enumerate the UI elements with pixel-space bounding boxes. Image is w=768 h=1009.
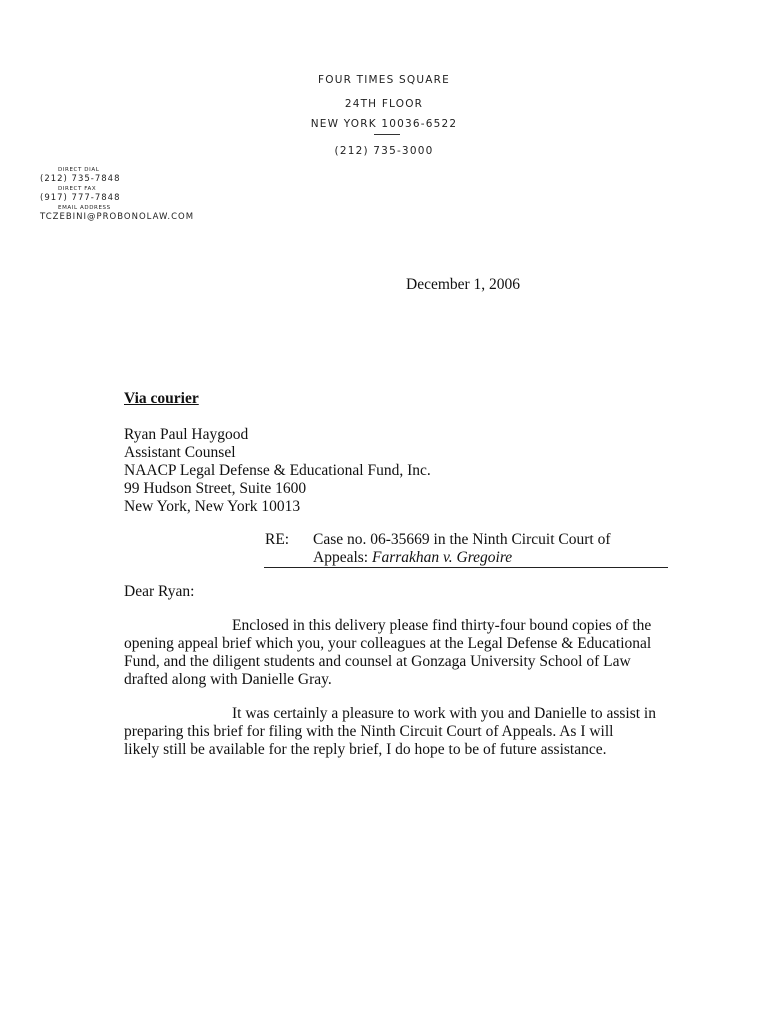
recipient-organization: NAACP Legal Defense & Educational Fund, Inc. [124,462,431,479]
paragraph-2-line: It was certainly a pleasure to work with you and Danielle to assist in [232,705,656,722]
paragraph-2-line: likely still be available for the reply brief, I do hope to be of future assistance. [124,741,607,758]
paragraph-1-line: Enclosed in this delivery please find thirty-four bound copies of the [232,617,652,634]
re-line1: Case no. 06-35669 in the Ninth Circuit Court of [313,531,611,548]
sender-contact-block [40,166,194,223]
delivery-method: Via courier [124,390,199,407]
paragraph-1-line: opening appeal brief which you, your colleagues at the Legal Defense & Educational [124,635,652,652]
letterhead-divider [374,134,400,135]
letter-date: December 1, 2006 [406,276,521,293]
re-underline [264,567,668,568]
direct-fax-number: (917) 777-7848 [40,193,121,203]
re-label: RE: [265,531,290,548]
re-line2 [313,549,512,567]
letterhead-phone: (212) 735-3000 [334,145,434,157]
direct-dial-number: (212) 735-7848 [40,174,121,184]
email-address: TCZEBINI@PROBONOLAW.COM [40,212,195,222]
re-line2-prefix: Appeals: [313,549,372,566]
recipient-title: Assistant Counsel [124,444,236,461]
email-label: EMAIL ADDRESS [58,205,111,211]
paragraph-2-line: preparing this brief for filing with the Ninth Circuit Court of Appeals. As I will [124,723,614,740]
body-paragraph-2 [124,705,664,759]
body-paragraph-1 [124,617,664,689]
re-case-name: Farrakhan v. Gregoire [371,549,513,566]
recipient-street: 99 Hudson Street, Suite 1600 [124,480,307,497]
paragraph-1-line: Fund, and the diligent students and counsel at Gonzaga University School of Law [124,653,631,670]
recipient-city: New York, New York 10013 [124,498,301,515]
salutation: Dear Ryan: [124,583,195,600]
letterhead-address-line1: FOUR TIMES SQUARE [318,74,450,86]
direct-fax-label: DIRECT FAX [58,186,97,192]
direct-dial-label: DIRECT DIAL [58,167,100,173]
recipient-name: Ryan Paul Haygood [124,426,249,443]
letterhead-address-line3: NEW YORK 10036-6522 [310,118,458,130]
letterhead-address-line2: 24TH FLOOR [344,98,424,110]
paragraph-1-line: drafted along with Danielle Gray. [124,671,332,688]
